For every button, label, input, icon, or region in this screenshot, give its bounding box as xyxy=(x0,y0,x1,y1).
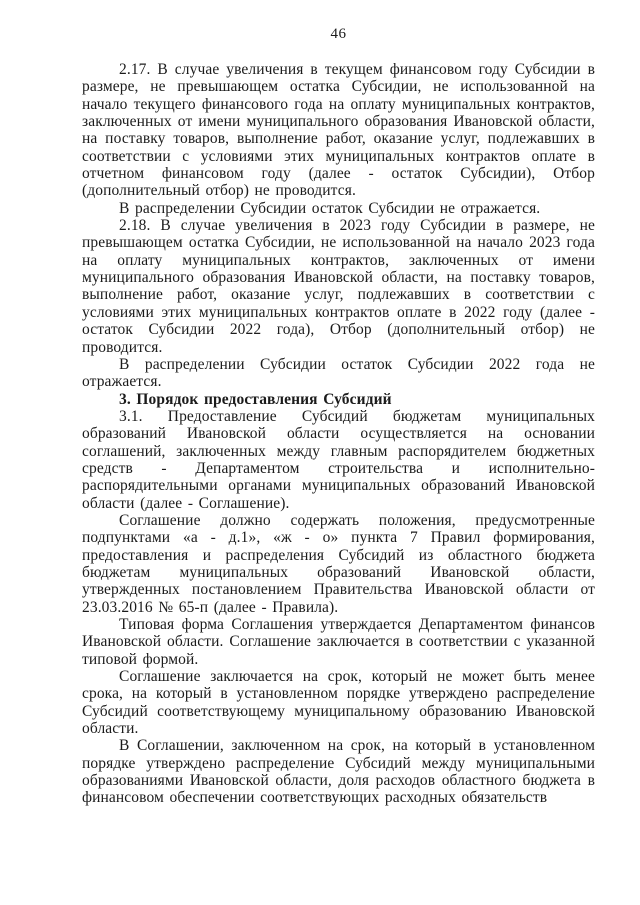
paragraph-2-17-note: В распределении Субсидии остаток Субсидии не отражается. xyxy=(119,199,541,217)
paragraph-2-18-note: В распределении Субсидии остаток Субсидии 2022 года не отражается. xyxy=(82,355,595,391)
page-number: 46 xyxy=(330,26,347,42)
paragraph-2-17: 2.17. В случае увеличения в текущем финансовом году Субсидии в размере, не превышающем остатка Субсидии, не использованной на начало текущего финансового года на оплату муниципальных контрактов, заключенных от имени муниципального образования Ивановской области, на поставку товаров, выполнение работ, оказание услуг, подлежавших в соответствии с условиями этих муниципальных контрактов оплате в отчетном финансовом году (далее - остаток Субсидии), Отбор (дополнительный отбор) не проводится. xyxy=(82,61,595,200)
paragraph-2-18: 2.18. В случае увеличения в 2023 году Субсидии в размере, не превышающем остатка Субсидии, не использованной на начало 2023 года на оплату муниципальных контрактов, заключенных от имени муниципального образования Ивановской области, на поставку товаров, выполнение работ, оказание услуг, подлежавших в соответствии с условиями этих муниципальных контрактов оплате в 2022 году (далее - остаток Субсидии 2022 года), Отбор (дополнительный отбор) не проводится. xyxy=(82,217,595,356)
document-body xyxy=(82,61,595,807)
paragraph-3-1: 3.1. Предоставление Субсидий бюджетам муниципальных образований Ивановской области осуществляется на основании соглашений, заключенных между главным распорядителем бюджетных средств - Департаментом строительства и исполнительно-распорядительными органами муниципальных образований Ивановской области (далее - Соглашение). xyxy=(82,407,595,512)
paragraph-budget-share: В Соглашении, заключенном на срок, на который в установленном порядке утверждено распределение Субсидий между муниципальными образованиями Ивановской области, доля расходов областного бюджета в финансовом обеспечении соответствующих расходных обязательств xyxy=(82,737,595,807)
paragraph-agreement-provisions: Соглашение должно содержать положения, предусмотренные подпунктами «а - д.1», «ж - о» пункта 7 Правил формирования, предоставления и распределения Субсидий из областного бюджета бюджетам муниципальных образований Ивановской области, утвержденных постановлением Правительства Ивановской области от 23.03.2016 № 65-п (далее - Правила). xyxy=(82,511,595,616)
section-3-heading: 3. Порядок предоставления Субсидий xyxy=(119,390,392,408)
paragraph-model-form: Типовая форма Соглашения утверждается Департаментом финансов Ивановской области. Соглашение заключается в соответствии с указанной типовой формой. xyxy=(82,616,595,668)
paragraph-agreement-term: Соглашение заключается на срок, который не может быть менее срока, на который в установленном порядке утверждено распределение Субсидий соответствующему муниципальному образованию Ивановской области. xyxy=(82,668,595,738)
